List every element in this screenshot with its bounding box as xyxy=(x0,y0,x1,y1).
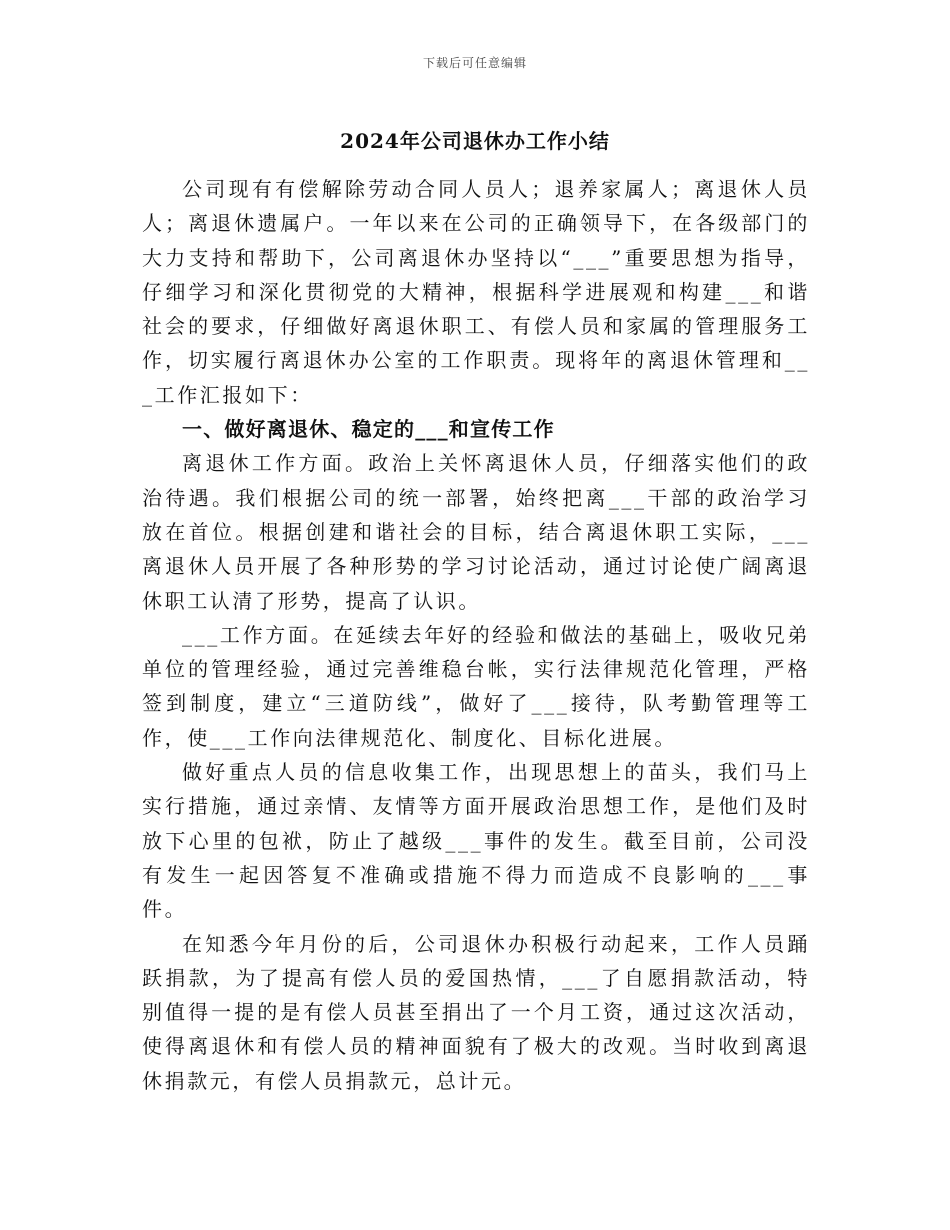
paragraph-information-collection: 做好重点人员的信息收集工作，出现思想上的苗头，我们马上实行措施，通过亲情、友情等方面开展政治思想工作，是他们及时放下心里的包袱，防止了越级___事件的发生。截至目前，公司没有发生一起因答复不准确或措施不得力而造成不良影响的___事件。 xyxy=(142,760,810,922)
document-body xyxy=(142,172,810,1098)
document-title: 2024年公司退休办工作小结 xyxy=(340,129,610,153)
paragraph-retirement-work: 离退休工作方面。政治上关怀离退休人员，仔细落实他们的政治待遇。我们根据公司的统一部署，始终把离___干部的政治学习放在首位。根据创建和谐社会的目标，结合离退休职工实际，___离退休人员开展了各种形势的学习讨论活动，通过讨论使广阔离退休职工认清了形势，提高了认识。 xyxy=(142,451,810,613)
section-heading-1: 一、做好离退休、稳定的___和宣传工作 xyxy=(182,417,555,442)
paragraph-intro: 公司现有有偿解除劳动合同人员人；退养家属人；离退休人员人；离退休遗属户。一年以来在公司的正确领导下，在各级部门的大力支持和帮助下，公司离退休办坚持以“___”重要思想为指导，仔细学习和深化贯彻党的大精神，根据科学进展观和构建___和谐社会的要求，仔细做好离退休职工、有偿人员和家属的管理服务工作，切实履行离退休办公室的工作职责。现将年的离退休管理和___工作汇报如下： xyxy=(142,177,810,407)
paragraph-donation: 在知悉今年月份的后，公司退休办积极行动起来，工作人员踊跃捐款，为了提高有偿人员的爱国热情，___了自愿捐款活动，特别值得一提的是有偿人员甚至捐出了一个月工资，通过这次活动，使得离退休和有偿人员的精神面貌有了极大的改观。当时收到离退休捐款元，有偿人员捐款元，总计元。 xyxy=(142,931,810,1093)
header-note: 下载后可任意编辑 xyxy=(422,56,527,70)
paragraph-stability-work: ___工作方面。在延续去年好的经验和做法的基础上，吸收兄弟单位的管理经验，通过完善维稳台帐，实行法律规范化管理，严格签到制度，建立“三道防线”，做好了___接待，队考勤管理等工作，使___工作向法律规范化、制度化、目标化进展。 xyxy=(142,622,810,750)
